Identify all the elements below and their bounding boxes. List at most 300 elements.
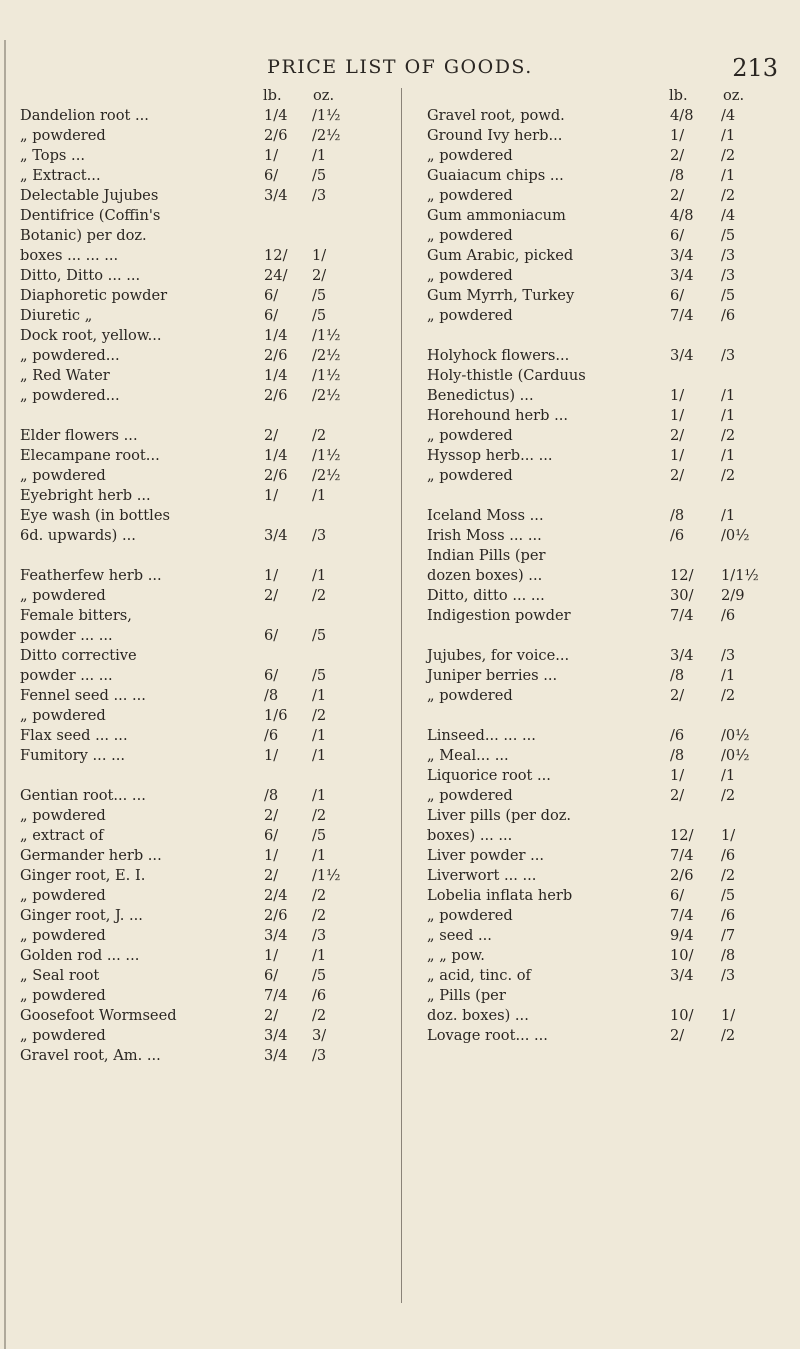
price-per-lb: 6/ bbox=[670, 887, 685, 904]
price-entry bbox=[20, 946, 398, 966]
price-entry bbox=[427, 766, 777, 786]
price-entry bbox=[427, 246, 777, 266]
price-per-lb: 2/6 bbox=[264, 127, 288, 144]
price-per-oz: /1 bbox=[312, 147, 327, 164]
price-entry bbox=[20, 126, 398, 146]
entry-name: Jujubes, for voice... bbox=[427, 647, 570, 664]
entry-name: „ Extract... bbox=[20, 167, 101, 184]
price-per-oz: /2 bbox=[721, 687, 736, 704]
price-per-lb: 7/4 bbox=[264, 987, 288, 1004]
price-per-oz: /2 bbox=[312, 587, 327, 604]
entry-name: „ powdered... bbox=[20, 387, 120, 404]
price-per-oz: /1 bbox=[721, 507, 736, 524]
price-entry bbox=[427, 906, 777, 926]
price-per-oz: /5 bbox=[721, 287, 736, 304]
entry-name: powder ... ... bbox=[20, 667, 113, 684]
price-per-oz: /2 bbox=[721, 147, 736, 164]
price-entry bbox=[20, 746, 398, 766]
price-entry bbox=[20, 786, 398, 806]
price-entry bbox=[20, 986, 398, 1006]
price-per-lb: 3/4 bbox=[670, 967, 694, 984]
price-per-oz: /2 bbox=[312, 427, 327, 444]
price-entry bbox=[427, 506, 777, 526]
price-entry bbox=[427, 966, 777, 986]
price-per-oz: 1/ bbox=[721, 827, 736, 844]
entry-name: Fumitory ... ... bbox=[20, 747, 126, 764]
entry-name: Linseed... ... ... bbox=[427, 727, 536, 744]
price-entry bbox=[20, 886, 398, 906]
price-per-oz: /5 bbox=[312, 287, 327, 304]
entry-name: Botanic) per doz. bbox=[20, 227, 147, 244]
entry-name: „ powdered bbox=[20, 887, 106, 904]
price-per-oz: /2 bbox=[312, 707, 327, 724]
price-entry bbox=[427, 866, 777, 886]
price-entry bbox=[20, 186, 398, 206]
entry-name: Gum Arabic, picked bbox=[427, 247, 574, 264]
left-column bbox=[20, 86, 398, 1066]
price-entry bbox=[427, 746, 777, 766]
entry-name: Goosefoot Wormseed bbox=[20, 1007, 177, 1024]
entry-name: „ powdered bbox=[427, 227, 513, 244]
price-per-oz: /2 bbox=[721, 1027, 736, 1044]
unit-lb-label: lb. bbox=[263, 87, 282, 104]
price-per-oz: /3 bbox=[312, 1047, 327, 1064]
price-entry bbox=[427, 586, 777, 606]
price-entry bbox=[427, 526, 777, 546]
price-entry bbox=[427, 386, 777, 406]
price-per-lb: 7/4 bbox=[670, 607, 694, 624]
entry-name: Indian Pills (per bbox=[427, 547, 546, 564]
price-entry bbox=[427, 846, 777, 866]
price-per-lb: 6/ bbox=[264, 827, 279, 844]
entry-name: „ powdered bbox=[427, 147, 513, 164]
price-per-oz: /1½ bbox=[312, 867, 341, 884]
price-per-oz: /5 bbox=[721, 887, 736, 904]
price-per-oz: /1 bbox=[721, 407, 736, 424]
entry-name: Indigestion powder bbox=[427, 607, 571, 624]
price-entry bbox=[427, 266, 777, 286]
price-entry bbox=[20, 806, 398, 826]
price-entry bbox=[20, 1006, 398, 1026]
price-per-oz: /1 bbox=[721, 127, 736, 144]
price-entry bbox=[20, 646, 398, 666]
price-per-lb: 3/4 bbox=[264, 187, 288, 204]
price-per-lb: 1/4 bbox=[264, 327, 288, 344]
entry-name: „ powdered bbox=[20, 1027, 106, 1044]
entry-name: Gum ammoniacum bbox=[427, 207, 566, 224]
section-gap bbox=[20, 766, 398, 786]
price-entry bbox=[20, 466, 398, 486]
price-per-lb: 2/6 bbox=[264, 387, 288, 404]
price-per-lb: 3/4 bbox=[670, 347, 694, 364]
price-entry bbox=[20, 506, 398, 526]
entry-name: „ Meal... ... bbox=[427, 747, 509, 764]
entry-name: „ powdered bbox=[427, 427, 513, 444]
price-per-lb: 2/ bbox=[264, 1007, 279, 1024]
price-per-lb: /6 bbox=[670, 727, 685, 744]
price-entry bbox=[20, 346, 398, 366]
entry-name: Gravel root, powd. bbox=[427, 107, 565, 124]
price-per-lb: 6/ bbox=[264, 627, 279, 644]
price-per-oz: /3 bbox=[721, 347, 736, 364]
price-entry bbox=[20, 526, 398, 546]
price-per-lb: 6/ bbox=[264, 167, 279, 184]
price-entry bbox=[20, 906, 398, 926]
price-per-lb: 12/ bbox=[264, 247, 288, 264]
section-gap bbox=[20, 546, 398, 566]
entry-name: doz. boxes) ... bbox=[427, 1007, 529, 1024]
entry-name: Dock root, yellow... bbox=[20, 327, 162, 344]
price-per-oz: /0½ bbox=[721, 727, 750, 744]
entry-name: Iceland Moss ... bbox=[427, 507, 544, 524]
price-entry bbox=[427, 686, 777, 706]
price-per-lb: 2/6 bbox=[264, 347, 288, 364]
price-per-lb: 2/ bbox=[670, 187, 685, 204]
price-per-lb: /8 bbox=[264, 787, 279, 804]
price-per-lb: /8 bbox=[670, 667, 685, 684]
price-entry bbox=[20, 566, 398, 586]
price-entry bbox=[20, 386, 398, 406]
price-per-oz: /5 bbox=[721, 227, 736, 244]
price-entry bbox=[20, 926, 398, 946]
price-entry bbox=[427, 166, 777, 186]
price-per-oz: 2/ bbox=[312, 267, 327, 284]
price-entry bbox=[427, 946, 777, 966]
page-number: 213 bbox=[732, 54, 778, 82]
price-per-lb: 1/ bbox=[264, 747, 279, 764]
price-per-lb: 2/ bbox=[670, 467, 685, 484]
price-per-lb: 30/ bbox=[670, 587, 694, 604]
price-entry bbox=[20, 826, 398, 846]
price-per-lb: /8 bbox=[670, 507, 685, 524]
price-per-lb: 1/ bbox=[670, 127, 685, 144]
entry-name: „ Seal root bbox=[20, 967, 100, 984]
entry-name: „ „ pow. bbox=[427, 947, 485, 964]
section-gap bbox=[427, 706, 777, 726]
entry-name: Germander herb ... bbox=[20, 847, 162, 864]
price-entry bbox=[20, 1046, 398, 1066]
entry-name: „ Pills (per bbox=[427, 987, 506, 1004]
entry-name: „ powdered bbox=[427, 907, 513, 924]
price-per-oz: /0½ bbox=[721, 527, 750, 544]
entry-name: Featherfew herb ... bbox=[20, 567, 162, 584]
price-entry bbox=[427, 286, 777, 306]
price-per-lb: 2/6 bbox=[264, 907, 288, 924]
price-per-oz: /6 bbox=[721, 607, 736, 624]
entry-name: Lovage root... ... bbox=[427, 1027, 548, 1044]
price-per-oz: /1 bbox=[721, 447, 736, 464]
running-head: PRICE LIST OF GOODS. bbox=[267, 56, 533, 78]
price-per-lb: 3/4 bbox=[264, 1047, 288, 1064]
price-entry bbox=[427, 826, 777, 846]
entry-name: „ powdered bbox=[20, 707, 106, 724]
price-entry bbox=[427, 606, 777, 626]
price-entry bbox=[20, 106, 398, 126]
price-per-oz: /1 bbox=[312, 567, 327, 584]
price-per-oz: /2½ bbox=[312, 347, 341, 364]
price-entry bbox=[427, 546, 777, 566]
price-per-lb: 2/6 bbox=[670, 867, 694, 884]
section-gap bbox=[427, 326, 777, 346]
price-per-lb: /8 bbox=[264, 687, 279, 704]
price-entry bbox=[20, 206, 398, 226]
price-per-lb: 1/ bbox=[670, 387, 685, 404]
price-entry bbox=[427, 786, 777, 806]
price-entry bbox=[20, 666, 398, 686]
entry-name: „ powdered bbox=[427, 267, 513, 284]
price-entry bbox=[20, 626, 398, 646]
section-gap bbox=[20, 406, 398, 426]
price-per-lb: 7/4 bbox=[670, 907, 694, 924]
price-per-oz: /4 bbox=[721, 207, 736, 224]
price-per-lb: 2/ bbox=[670, 427, 685, 444]
entry-name: Liverwort ... ... bbox=[427, 867, 537, 884]
price-per-oz: 1/1½ bbox=[721, 567, 759, 584]
price-per-oz: /2 bbox=[312, 807, 327, 824]
price-per-oz: /2 bbox=[721, 427, 736, 444]
price-per-lb: 1/6 bbox=[264, 707, 288, 724]
entry-name: Holyhock flowers... bbox=[427, 347, 570, 364]
price-per-lb: 6/ bbox=[670, 227, 685, 244]
unit-oz-label: oz. bbox=[723, 87, 745, 104]
price-per-oz: /4 bbox=[721, 107, 736, 124]
column-divider bbox=[401, 88, 402, 1303]
price-per-oz: /1 bbox=[312, 487, 327, 504]
entry-name: Ditto, Ditto ... ... bbox=[20, 267, 141, 284]
entry-name: Ginger root, E. I. bbox=[20, 867, 146, 884]
entry-name: Gum Myrrh, Turkey bbox=[427, 287, 575, 304]
price-entry bbox=[20, 846, 398, 866]
price-per-oz: /2 bbox=[721, 187, 736, 204]
entry-name: Holy-thistle (Carduus bbox=[427, 367, 586, 384]
price-entry bbox=[20, 1026, 398, 1046]
entry-name: „ powdered bbox=[427, 687, 513, 704]
price-per-lb: /8 bbox=[670, 167, 685, 184]
entry-name: Dentifrice (Coffin's bbox=[20, 207, 161, 224]
price-per-oz: /2½ bbox=[312, 127, 341, 144]
price-entry bbox=[20, 326, 398, 346]
price-per-oz: /8 bbox=[721, 947, 736, 964]
entry-name: Irish Moss ... ... bbox=[427, 527, 542, 544]
price-per-lb: 1/ bbox=[264, 567, 279, 584]
price-entry bbox=[20, 366, 398, 386]
entry-name: Liver powder ... bbox=[427, 847, 544, 864]
price-per-lb: 2/ bbox=[264, 587, 279, 604]
price-per-lb: 2/4 bbox=[264, 887, 288, 904]
price-per-oz: /5 bbox=[312, 827, 327, 844]
price-entry bbox=[427, 406, 777, 426]
entry-name: Ditto corrective bbox=[20, 647, 137, 664]
price-entry bbox=[427, 986, 777, 1006]
unit-oz-label: oz. bbox=[313, 87, 335, 104]
price-entry bbox=[20, 446, 398, 466]
price-per-lb: 6/ bbox=[264, 667, 279, 684]
price-entry bbox=[427, 306, 777, 326]
price-per-oz: /2½ bbox=[312, 387, 341, 404]
entry-name: Golden rod ... ... bbox=[20, 947, 140, 964]
price-entry bbox=[427, 926, 777, 946]
price-per-lb: 6/ bbox=[264, 307, 279, 324]
left-units-header bbox=[20, 86, 398, 106]
price-per-oz: 1/ bbox=[721, 1007, 736, 1024]
price-per-lb: 1/ bbox=[670, 447, 685, 464]
price-entry bbox=[427, 466, 777, 486]
price-per-lb: /6 bbox=[670, 527, 685, 544]
price-per-lb: 1/4 bbox=[264, 367, 288, 384]
entry-name: Flax seed ... ... bbox=[20, 727, 128, 744]
price-per-lb: 1/4 bbox=[264, 447, 288, 464]
price-per-lb: 1/ bbox=[264, 147, 279, 164]
price-entry bbox=[427, 126, 777, 146]
price-per-lb: 1/4 bbox=[264, 107, 288, 124]
price-per-lb: 3/4 bbox=[264, 927, 288, 944]
entry-name: „ acid, tinc. of bbox=[427, 967, 531, 984]
entry-name: Female bitters, bbox=[20, 607, 132, 624]
price-entry bbox=[427, 146, 777, 166]
entry-name: „ powdered... bbox=[20, 347, 120, 364]
entry-name: „ powdered bbox=[20, 127, 106, 144]
price-entry bbox=[20, 246, 398, 266]
price-entry bbox=[427, 426, 777, 446]
price-per-oz: /7 bbox=[721, 927, 736, 944]
price-entry bbox=[20, 146, 398, 166]
price-per-oz: /6 bbox=[721, 307, 736, 324]
price-per-oz: /3 bbox=[312, 527, 327, 544]
price-entry bbox=[427, 646, 777, 666]
price-per-lb: 3/4 bbox=[264, 527, 288, 544]
price-per-oz: /2½ bbox=[312, 467, 341, 484]
price-entry bbox=[20, 706, 398, 726]
price-per-lb: 24/ bbox=[264, 267, 288, 284]
section-gap bbox=[427, 486, 777, 506]
price-per-oz: /3 bbox=[721, 647, 736, 664]
price-entry bbox=[427, 186, 777, 206]
price-per-lb: 1/ bbox=[670, 767, 685, 784]
price-per-oz: /5 bbox=[312, 167, 327, 184]
entry-name: „ powdered bbox=[20, 587, 106, 604]
price-per-lb: 2/ bbox=[264, 427, 279, 444]
price-entry bbox=[20, 866, 398, 886]
price-per-oz: /6 bbox=[312, 987, 327, 1004]
price-per-lb: 12/ bbox=[670, 567, 694, 584]
entry-name: powder ... ... bbox=[20, 627, 113, 644]
price-per-lb: 2/ bbox=[264, 807, 279, 824]
entry-name: „ Tops ... bbox=[20, 147, 85, 164]
price-per-oz: /1½ bbox=[312, 327, 341, 344]
entry-name: boxes ... ... ... bbox=[20, 247, 119, 264]
price-entry bbox=[20, 266, 398, 286]
price-per-lb: 1/ bbox=[264, 947, 279, 964]
entry-name: „ powdered bbox=[20, 987, 106, 1004]
entry-name: Gentian root... ... bbox=[20, 787, 146, 804]
entry-name: Hyssop herb... ... bbox=[427, 447, 553, 464]
price-per-lb: 3/4 bbox=[670, 647, 694, 664]
price-per-oz: /2 bbox=[721, 787, 736, 804]
entry-name: „ seed ... bbox=[427, 927, 492, 944]
price-entry bbox=[427, 726, 777, 746]
price-per-oz: /1½ bbox=[312, 447, 341, 464]
entry-name: „ powdered bbox=[427, 787, 513, 804]
price-entry bbox=[20, 606, 398, 626]
entry-name: Ground Ivy herb... bbox=[427, 127, 563, 144]
entry-name: Diuretic „ bbox=[20, 307, 93, 324]
price-per-lb: /6 bbox=[264, 727, 279, 744]
price-per-oz: /1 bbox=[721, 387, 736, 404]
price-entry bbox=[427, 666, 777, 686]
price-per-lb: 6/ bbox=[670, 287, 685, 304]
price-entry bbox=[427, 1006, 777, 1026]
price-entry bbox=[427, 106, 777, 126]
price-entry bbox=[427, 886, 777, 906]
price-per-lb: 3/4 bbox=[264, 1027, 288, 1044]
price-entry bbox=[20, 286, 398, 306]
price-per-oz: /1½ bbox=[312, 107, 341, 124]
price-per-lb: 7/4 bbox=[670, 307, 694, 324]
binding-edge bbox=[4, 40, 6, 1349]
price-per-oz: 3/ bbox=[312, 1027, 327, 1044]
price-per-oz: 1/ bbox=[312, 247, 327, 264]
price-per-oz: /1 bbox=[721, 667, 736, 684]
section-gap bbox=[427, 626, 777, 646]
entry-name: Fennel seed ... ... bbox=[20, 687, 146, 704]
price-per-oz: /1 bbox=[312, 947, 327, 964]
entry-name: „ Red Water bbox=[20, 367, 110, 384]
entry-name: Eye wash (in bottles bbox=[20, 507, 170, 524]
price-per-lb: 7/4 bbox=[670, 847, 694, 864]
price-per-oz: /1 bbox=[312, 747, 327, 764]
price-entry bbox=[20, 686, 398, 706]
price-per-lb: 1/ bbox=[670, 407, 685, 424]
price-entry bbox=[427, 806, 777, 826]
price-entry bbox=[427, 1026, 777, 1046]
entry-name: Ditto, ditto ... ... bbox=[427, 587, 545, 604]
price-entry bbox=[20, 166, 398, 186]
entry-name: dozen boxes) ... bbox=[427, 567, 543, 584]
price-entry bbox=[427, 206, 777, 226]
price-per-oz: /1 bbox=[312, 687, 327, 704]
price-per-lb: 1/ bbox=[264, 847, 279, 864]
price-per-lb: 12/ bbox=[670, 827, 694, 844]
price-per-oz: /2 bbox=[312, 887, 327, 904]
price-per-oz: /1½ bbox=[312, 367, 341, 384]
price-per-lb: 2/6 bbox=[264, 467, 288, 484]
entry-name: Elder flowers ... bbox=[20, 427, 138, 444]
price-per-oz: /5 bbox=[312, 627, 327, 644]
price-per-lb: 4/8 bbox=[670, 207, 694, 224]
entry-name: boxes) ... ... bbox=[427, 827, 513, 844]
entry-name: „ extract of bbox=[20, 827, 104, 844]
price-per-lb: 2/ bbox=[670, 147, 685, 164]
entry-name: Juniper berries ... bbox=[427, 667, 558, 684]
price-entry bbox=[427, 446, 777, 466]
entry-name: „ powdered bbox=[427, 467, 513, 484]
price-per-oz: /2 bbox=[721, 467, 736, 484]
price-per-oz: /3 bbox=[721, 247, 736, 264]
entry-name: „ powdered bbox=[20, 927, 106, 944]
entry-name: „ powdered bbox=[20, 467, 106, 484]
entry-name: Guaiacum chips ... bbox=[427, 167, 564, 184]
price-per-oz: /0½ bbox=[721, 747, 750, 764]
price-per-lb: 2/ bbox=[670, 1027, 685, 1044]
price-per-lb: 3/4 bbox=[670, 267, 694, 284]
price-per-oz: /5 bbox=[312, 307, 327, 324]
right-units-header bbox=[427, 86, 777, 106]
price-entry bbox=[20, 306, 398, 326]
entry-name: Benedictus) ... bbox=[427, 387, 534, 404]
unit-lb-label: lb. bbox=[669, 87, 688, 104]
price-per-lb: 3/4 bbox=[670, 247, 694, 264]
entry-name: Liquorice root ... bbox=[427, 767, 551, 784]
